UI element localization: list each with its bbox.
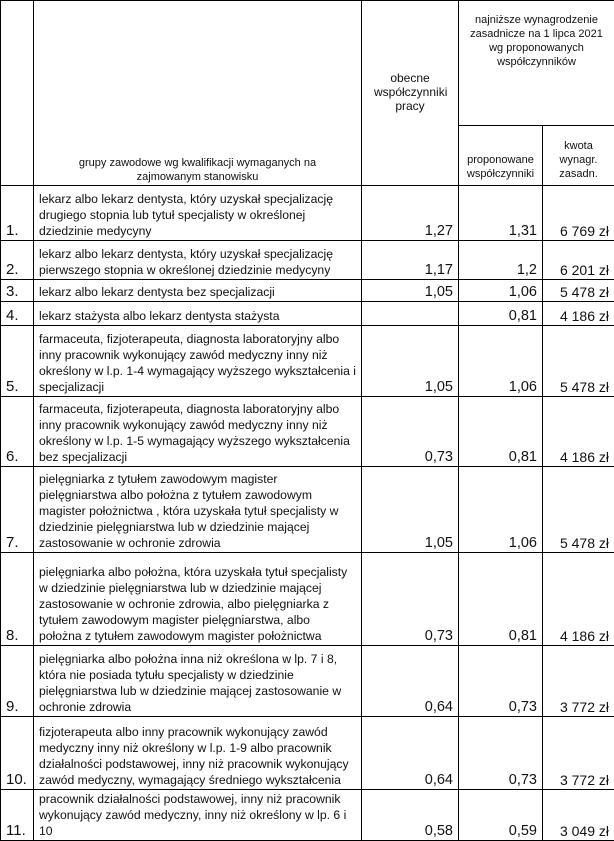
row-current-coefficient: 0,73: [362, 397, 459, 467]
row-amount: 3 772 zł: [543, 646, 614, 717]
row-amount: 4 186 zł: [543, 302, 614, 326]
row-amount: 3 772 zł: [543, 717, 614, 790]
row-current-coefficient: 0,73: [362, 553, 459, 646]
row-number: 3.: [1, 280, 34, 302]
row-proposed-coefficient: 0,81: [459, 397, 543, 467]
header-groups: grupy zawodowe wg kwalifikacji wymaganych na zajmowanym stanowisku: [34, 1, 362, 186]
row-description: pielęgniarka albo położna inna niż określona w lp. 7 i 8, która nie posiada tytułu specjalisty w dziedzinie pielęgniarstwa lub w dziedzinie mającej zastosowanie w ochronie zdrowia: [34, 646, 362, 717]
row-number: 7.: [1, 467, 34, 553]
row-description: lekarz stażysta albo lekarz dentysta stażysta: [34, 302, 362, 326]
row-number: 9.: [1, 646, 34, 717]
table-row: [1, 302, 614, 326]
row-proposed-coefficient: 1,31: [459, 186, 543, 241]
row-current-coefficient: 0,64: [362, 717, 459, 790]
row-current-coefficient: 1,05: [362, 326, 459, 397]
row-number: 2.: [1, 241, 34, 280]
table-row: [1, 186, 614, 241]
row-description: pracownik działalności podstawowej, inny niż pracownik wykonujący zawód medyczny, inny niż określony w lp. 6 i 10: [34, 790, 362, 841]
row-number: 10.: [1, 717, 34, 790]
table-row: [1, 326, 614, 397]
table-row: [1, 553, 614, 646]
header-current-coefficients: obecne współczynniki pracy: [362, 1, 459, 186]
row-description: pielęgniarka z tytułem zawodowym magister pielęgniarstwa albo położna z tytułem zawodowym magister położnictwa , która uzyskała tytuł specjalisty w dziedzinie pielęgniarstwa lub w dziedzinie mającej zastosowanie w ochronie zdrowia: [34, 467, 362, 553]
row-description: lekarz albo lekarz dentysta bez specjalizacji: [34, 280, 362, 302]
table-row: [1, 241, 614, 280]
header-proposed-coefficients: proponowane współczynniki: [459, 126, 543, 186]
row-proposed-coefficient: 0,73: [459, 646, 543, 717]
row-proposed-coefficient: 0,59: [459, 790, 543, 841]
row-current-coefficient: 0,58: [362, 790, 459, 841]
row-current-coefficient: 1,05: [362, 467, 459, 553]
row-number: 6.: [1, 397, 34, 467]
row-proposed-coefficient: 0,81: [459, 302, 543, 326]
header-row-top: [1, 1, 614, 126]
row-current-coefficient: 0,64: [362, 646, 459, 717]
table-row: [1, 790, 614, 841]
table-row: [1, 280, 614, 302]
row-description: pielęgniarka albo położna, która uzyskała tytuł specjalisty w dziedzinie pielęgniarstwa lub w dziedzinie mającej zastosowanie w ochronie zdrowia, albo pielęgniarka z tytułem zawodowym magister pielęgniarstwa, albo położna z tytułem zawodowym magister położnictwa: [34, 553, 362, 646]
row-number: 8.: [1, 553, 34, 646]
row-description: farmaceuta, fizjoterapeuta, diagnosta laboratoryjny albo inny pracownik wykonujący zawód medyczny inny niż określony w l.p. 1-4 wymagający wyższego wykształcenia i specjalizacji: [34, 326, 362, 397]
row-number: 5.: [1, 326, 34, 397]
table-row: [1, 467, 614, 553]
header-amount: kwota wynagr. zasadn.: [543, 126, 614, 186]
header-lowest-salary: najniższe wynagrodzenie zasadnicze na 1 lipca 2021 wg proponowanych współczynników: [459, 1, 614, 126]
row-number: 1.: [1, 186, 34, 241]
row-description: fizjoterapeuta albo inny pracownik wykonujący zawód medyczny inny niż określony w l.p. 1-9 albo pracownik działalności podstawowej, inny niż pracownik wykonujący zawód medyczny, wymagający średniego wykształcenia: [34, 717, 362, 790]
row-number: 11.: [1, 790, 34, 841]
row-amount: 3 049 zł: [543, 790, 614, 841]
row-proposed-coefficient: 1,06: [459, 467, 543, 553]
table-row: [1, 397, 614, 467]
row-proposed-coefficient: 1,06: [459, 326, 543, 397]
row-description: lekarz albo lekarz dentysta, który uzyskał specjalizację drugiego stopnia lub tytuł specjalisty w określonej dziedzinie medycyny: [34, 186, 362, 241]
row-current-coefficient: 1,17: [362, 241, 459, 280]
row-amount: 5 478 zł: [543, 467, 614, 553]
row-amount: 6 769 zł: [543, 186, 614, 241]
row-number: 4.: [1, 302, 34, 326]
header-blank-cell: [1, 1, 34, 186]
row-proposed-coefficient: 1,2: [459, 241, 543, 280]
row-proposed-coefficient: 0,73: [459, 717, 543, 790]
row-amount: 6 201 zł: [543, 241, 614, 280]
row-amount: 5 478 zł: [543, 280, 614, 302]
row-amount: 4 186 zł: [543, 553, 614, 646]
row-amount: 5 478 zł: [543, 326, 614, 397]
row-description: lekarz albo lekarz dentysta, który uzyskał specjalizację pierwszego stopnia w określonej dziedzinie medycyny: [34, 241, 362, 280]
row-proposed-coefficient: 1,06: [459, 280, 543, 302]
row-amount: 4 186 zł: [543, 397, 614, 467]
row-current-coefficient: 1,27: [362, 186, 459, 241]
row-description: farmaceuta, fizjoterapeuta, diagnosta laboratoryjny albo inny pracownik wykonujący zawód medyczny inny niż określony w l.p. 1-5 wymagający wyższego wykształcenia bez specjalizacji: [34, 397, 362, 467]
row-current-coefficient: 1,05: [362, 280, 459, 302]
table-row: [1, 646, 614, 717]
row-proposed-coefficient: 0,81: [459, 553, 543, 646]
row-current-coefficient: [362, 302, 459, 326]
table-row: [1, 717, 614, 790]
